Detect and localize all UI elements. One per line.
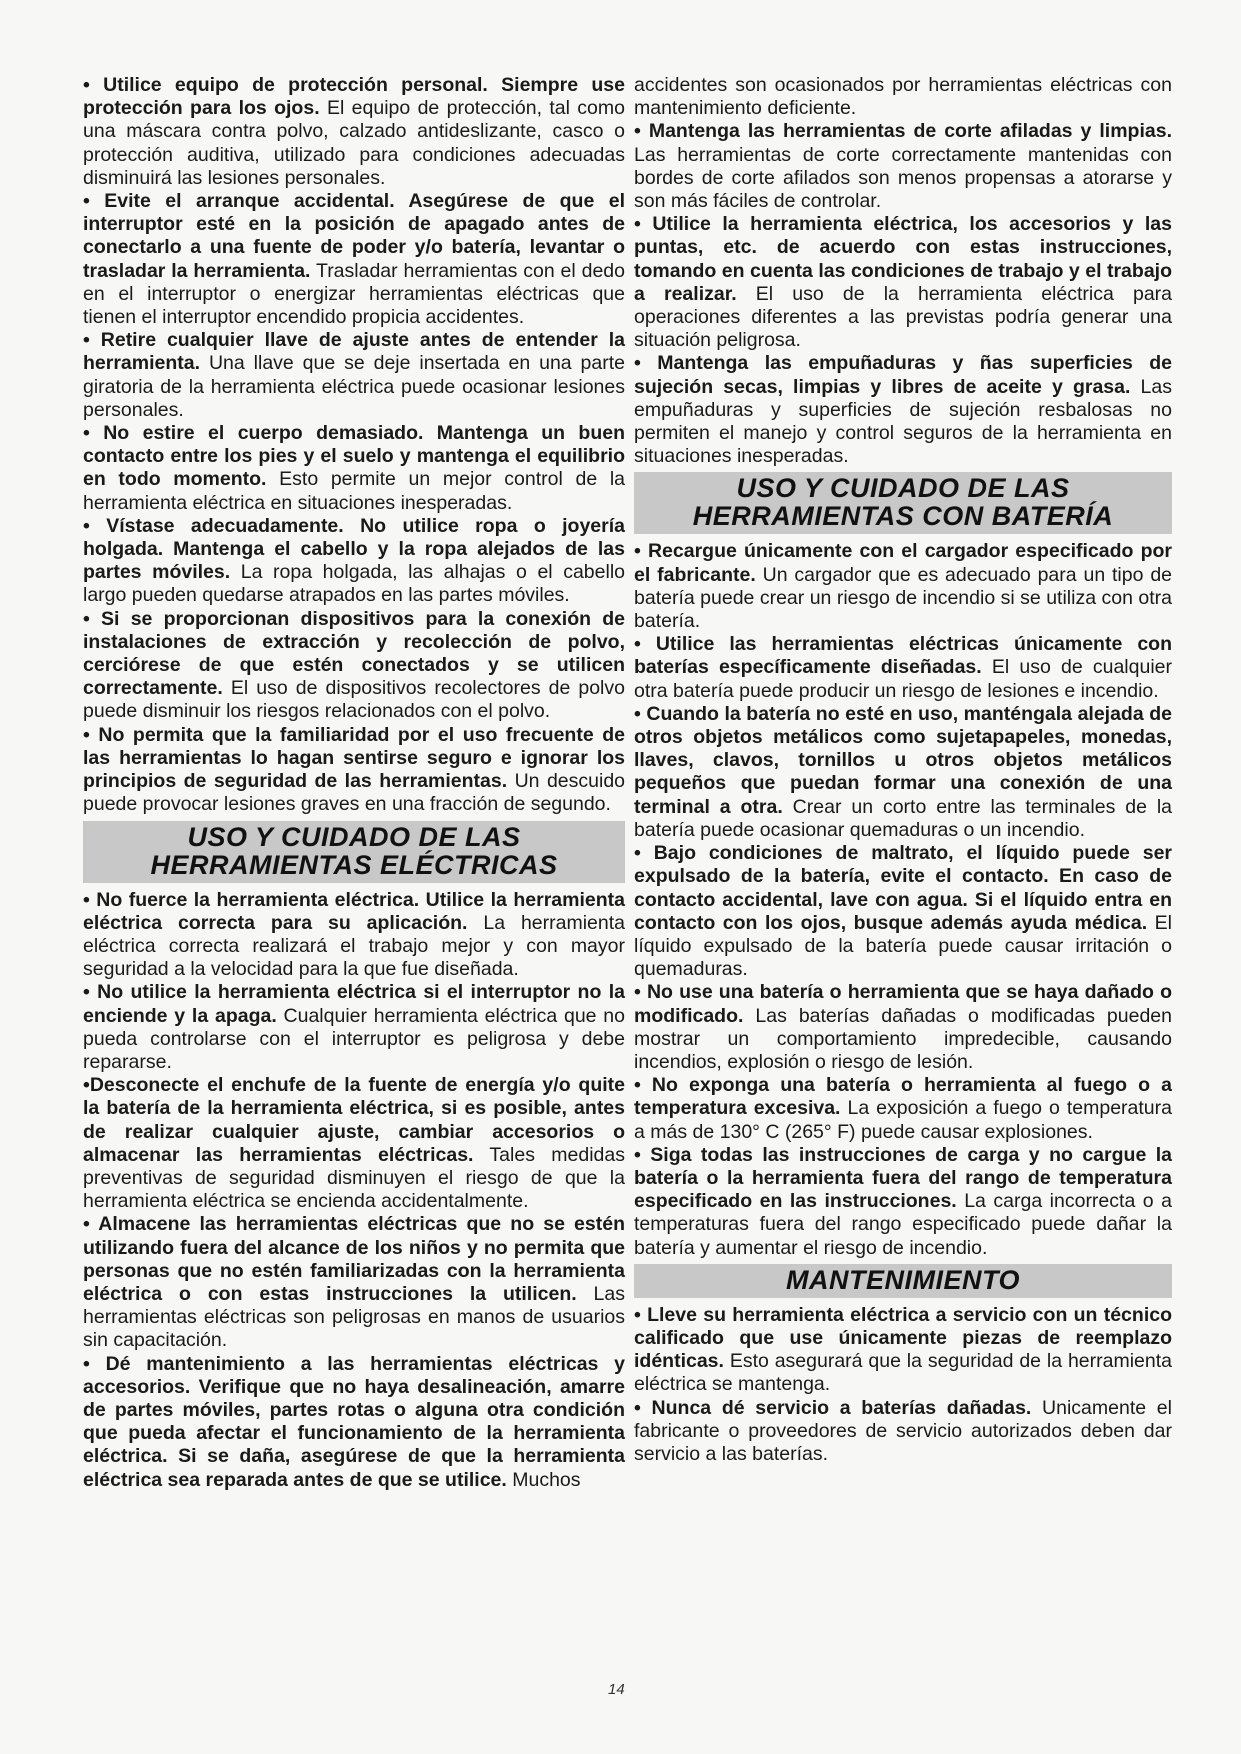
list-item: • Si se proporcionan dispositivos para la conexión de instalaciones de extracción y recolección de polvo, cerciórese de que estén conectados y se utilicen correctamente. El uso de dispositivos recolectores de polvo puede disminuir los riesgos relacionados con el polvo. [83,607,625,723]
right-column [634,74,1172,1466]
list-item: • Utilice la herramienta eléctrica, los accesorios y las puntas, etc. de acuerdo con estas instrucciones, tomando en cuenta las condiciones de trabajo y el trabajo a realizar. El uso de la herramienta eléctrica para operaciones diferentes a las previstas podría generar una situación peligrosa. [634,213,1173,352]
list-item: • Almacene las herramientas eléctricas que no se estén utilizando fuera del alcance de los niños y no permita que personas que no estén familiarizadas con la herramienta eléctrica o con estas instrucciones la utilicen. Las herramientas eléctricas son peligrosas en manos de usuarios sin capacitación. [83,1213,625,1352]
list-item: • Retire cualquier llave de ajuste antes de entender la herramienta. Una llave que se deje insertada en una parte giratoria de la herramienta eléctrica puede ocasionar lesiones personales. [83,329,625,421]
maintenance-list [634,1304,1172,1466]
list-item: • Dé mantenimiento a las herramientas eléctricas y accesorios. Verifique que no haya desalineación, amarre de partes móviles, partes rotas o alguna otra condición que pueda afectar el funcionamiento de la herramienta eléctrica. Si se daña, asegúrese de que la herramienta eléctrica sea reparada antes de que se utilice. Muchos [83,1352,625,1491]
list-item: • Utilice equipo de protección personal. Siempre use protección para los ojos. El equipo de protección, tal como una máscara contra polvo, calzado antideslizante, casco o protección auditiva, utilizado para condiciones adecuadas disminuirá las lesiones personales. [83,74,625,189]
personal-safety-list [83,74,625,817]
list-item: • No fuerce la herramienta eléctrica. Utilice la herramienta eléctrica correcta para su aplicación. La herramienta eléctrica correcta realizará el trabajo mejor y con mayor seguridad a la velocidad para la que fue diseñada. [83,888,625,981]
list-item: • Mantenga las herramientas de corte afiladas y limpias. Las herramientas de corte correctamente mantenidas con bordes de corte afilados son menos propensas a atorarse y son más fáciles de controlar. [634,120,1172,213]
list-item: • No use una batería o herramienta que se haya dañado o modificado. Las baterías dañadas o modificadas pueden mostrar un comportamiento impredecible, causando incendios, explosión o riesgo de lesión. [634,981,1172,1073]
page-number: 14 [608,1681,625,1698]
list-item: • Siga todas las instrucciones de carga y no cargue la batería o la herramienta fuera del rango de temperatura especificado en las instrucciones. La carga incorrecta o a temperaturas fuera del rango especificado puede dañar la batería y aumentar el riesgo de incendio. [634,1143,1172,1259]
list-item: • No exponga una batería o herramienta al fuego o a temperatura excesiva. La exposición a fuego o temperatura a más de 130° C (265° F) puede causar explosiones. [634,1074,1172,1143]
list-item: • No permita que la familiaridad por el uso frecuente de las herramientas lo hagan sentirse seguro e ignorar los principios de seguridad de las herramientas. Un descuido puede provocar lesiones graves en una fracción de segundo. [83,723,626,816]
section-heading-power-tools: USO Y CUIDADO DE LAS HERRAMIENTAS ELÉCTRICAS [83,821,625,883]
power-tool-care-continued-list [634,74,1172,468]
list-item: • Bajo condiciones de maltrato, el líquido puede ser expulsado de la batería, evite el contacto. En caso de contacto accidental, lave con agua. Si el líquido entra en contacto con los ojos, busque además ayuda médica. El líquido expulsado de la batería puede causar irritación o quemaduras. [634,842,1172,981]
battery-tool-care-list [634,540,1172,1259]
list-item: • No utilice la herramienta eléctrica si el interruptor no la enciende y la apaga. Cualquier herramienta eléctrica que no pueda controlarse con el interruptor es peligrosa y debe repararse. [83,981,625,1073]
left-column [83,74,625,1492]
list-item: • Cuando la batería no esté en uso, manténgala alejada de otros objetos metálicos como sujetapapeles, monedas, llaves, clavos, tornillos u otros objetos metálicos pequeños que puedan formar una conexión de una terminal a otra. Crear un corto entre las terminales de la batería puede ocasionar quemaduras o un incendio. [634,702,1173,841]
list-item: accidentes son ocasionados por herramientas eléctricas con mantenimiento deficiente. [634,74,1172,120]
list-item: • No estire el cuerpo demasiado. Mantenga un buen contacto entre los pies y el suelo y mantenga el equilibrio en todo momento. Esto permite un mejor control de la herramienta eléctrica en situaciones inesperadas. [83,422,625,514]
list-item: • Recargue únicamente con el cargador especificado por el fabricante. Un cargador que es adecuado para un tipo de batería puede crear un riesgo de incendio si se utiliza con otra batería. [634,540,1173,633]
list-item: • Lleve su herramienta eléctrica a servicio con un técnico calificado que use únicamente piezas de reemplazo idénticas. Esto asegurará que la seguridad de la herramienta eléctrica se mantenga. [634,1303,1172,1396]
power-tool-care-list [83,889,625,1492]
list-item: •Desconecte el enchufe de la fuente de energía y/o quite la batería de la herramienta eléctrica, si es posible, antes de realizar cualquier ajuste, cambiar accesorios o almacenar las herramientas eléctricas. Tales medidas preventivas de seguridad disminuyen el riesgo de que la herramienta eléctrica se encienda accidentalmente. [83,1074,625,1213]
list-item: • Mantenga las empuñaduras y ñas superficies de sujeción secas, limpias y libres de aceite y grasa. Las empuñaduras y superficies de sujeción resbalosas no permiten el manejo y control seguros de la herramienta en situaciones inesperadas. [634,352,1173,468]
section-heading-battery-tools: USO Y CUIDADO DE LAS HERRAMIENTAS CON BATERÍA [634,472,1172,534]
section-heading-maintenance: MANTENIMIENTO [634,1264,1172,1298]
list-item: • Vístase adecuadamente. No utilice ropa o joyería holgada. Mantenga el cabello y la ropa alejados de las partes móviles. La ropa holgada, las alhajas o el cabello largo pueden quedarse atrapados en las partes móviles. [83,514,626,607]
list-item: • Evite el arranque accidental. Asegúrese de que el interruptor esté en la posición de apagado antes de conectarlo a una fuente de poder y/o batería, levantar o trasladar la herramienta. Trasladar herramientas con el dedo en el interruptor o energizar herramientas eléctricas que tienen el interruptor encendido propicia accidentes. [83,190,625,329]
list-item: • Nunca dé servicio a baterías dañadas. Unicamente el fabricante o proveedores de servicio autorizados deben dar servicio a las baterías. [634,1396,1172,1465]
list-item: • Utilice las herramientas eléctricas únicamente con baterías específicamente diseñadas. El uso de cualquier otra batería puede producir un riesgo de lesiones e incendio. [634,633,1172,702]
